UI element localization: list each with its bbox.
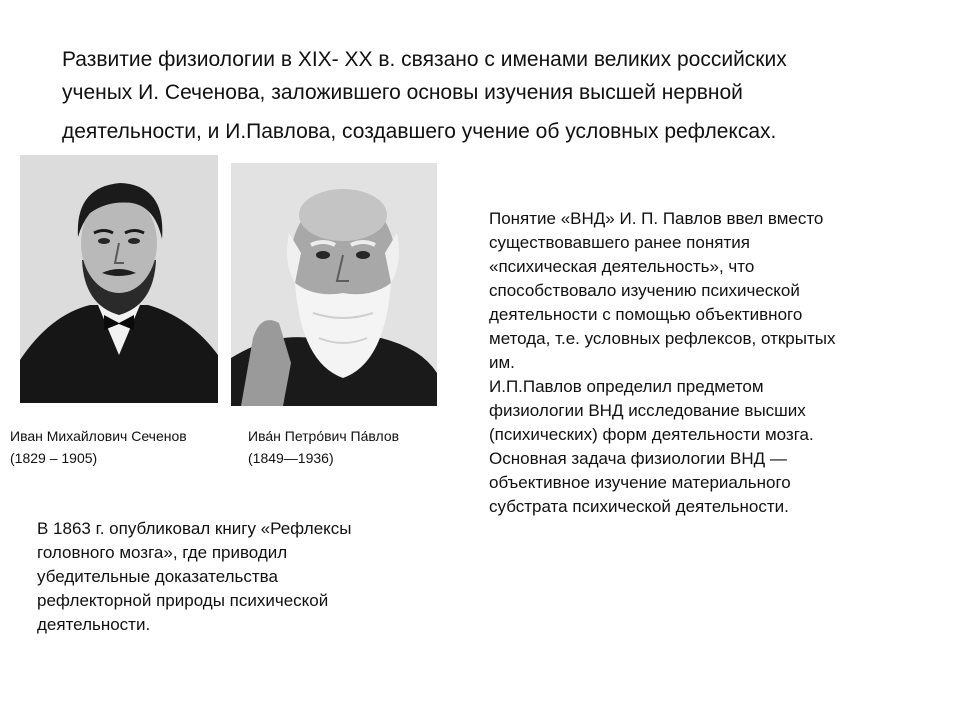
sechenov-book-description (37, 517, 352, 637)
vnd-line: «психическая деятельность», что (489, 257, 755, 276)
vnd-line: Понятие «ВНД» И. П. Павлов ввел вместо (489, 209, 824, 228)
pavlov-portrait-photo (231, 163, 437, 406)
title-line-2: ученых И. Сеченова, заложившего основы изучения высшей нервной (62, 80, 743, 104)
sechenov-years: (1829 – 1905) (10, 450, 98, 466)
title-line-3: деятельности, и И.Павлова, создавшего учение об условных рефлексах. (62, 120, 777, 144)
vnd-line: (психических) форм деятельности мозга. (489, 425, 814, 444)
sechenov-name: Иван Михайлович Сеченов (10, 428, 187, 444)
pavlov-portrait-image (231, 163, 437, 406)
book-line: головного мозга», где приводил (37, 543, 288, 562)
book-line: деятельности. (37, 615, 151, 634)
sechenov-caption (10, 425, 187, 469)
pavlov-caption (248, 425, 399, 469)
vnd-line: им. (489, 353, 515, 372)
slide-title (62, 44, 922, 149)
vnd-line: деятельности с помощью объективного (489, 305, 803, 324)
pavlov-years: (1849—1936) (248, 450, 334, 466)
sechenov-portrait-photo (20, 155, 218, 403)
vnd-line: субстрата психической деятельности. (489, 497, 789, 516)
vnd-line: существовавшего ранее понятия (489, 233, 750, 252)
vnd-line: способствовало изучению психической (489, 281, 800, 300)
vnd-description (489, 207, 835, 519)
vnd-line: И.П.Павлов определил предметом (489, 377, 764, 396)
vnd-line: Основная задача физиологии ВНД — (489, 449, 787, 468)
vnd-line: метода, т.е. условных рефлексов, открытых (489, 329, 836, 348)
book-line: убедительные доказательства (37, 567, 278, 586)
vnd-line: физиологии ВНД исследование высших (489, 401, 806, 420)
title-line-1: Развитие физиологии в XIX- XX в. связано с именами великих российских (62, 48, 787, 71)
vnd-line: объективное изучение материального (489, 473, 791, 492)
sechenov-portrait-image (20, 155, 218, 403)
pavlov-name: Ива́н Петро́вич Па́влов (248, 428, 400, 444)
book-line: В 1863 г. опубликовал книгу «Рефлексы (37, 519, 352, 538)
book-line: рефлекторной природы психической (37, 591, 329, 610)
